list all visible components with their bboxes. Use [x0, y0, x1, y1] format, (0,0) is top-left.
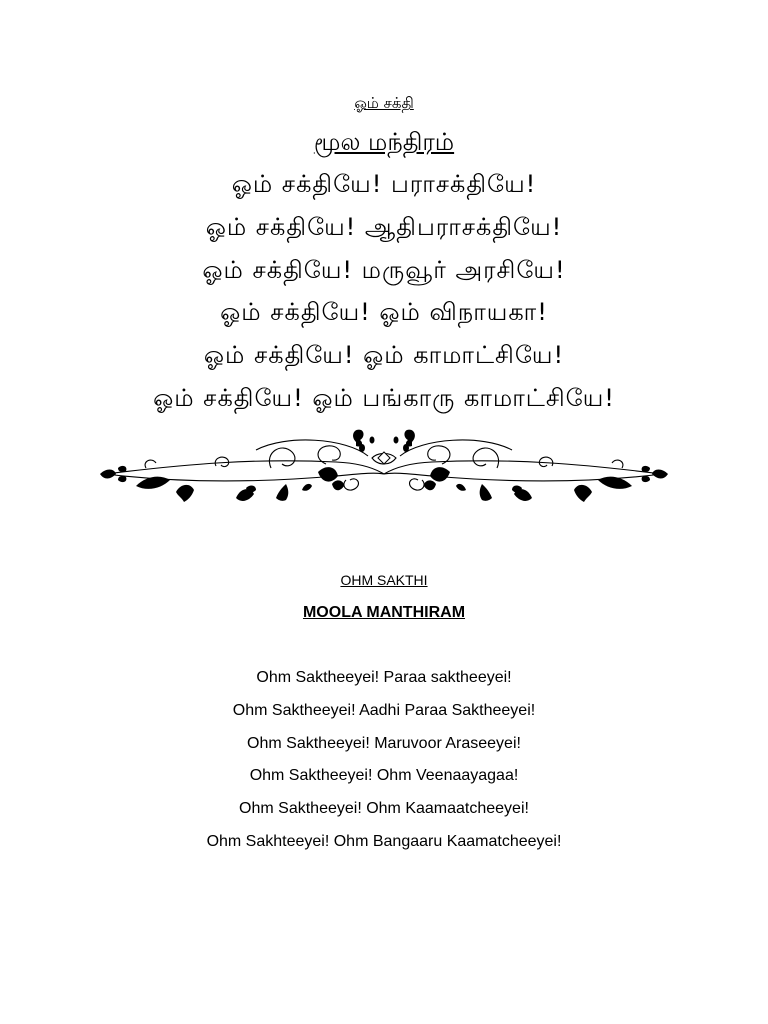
english-small-heading: OHM SAKTHI — [340, 572, 428, 588]
tamil-line: ஓம் சக்தியே! ஓம் காமாட்சியே! — [203, 341, 565, 369]
tamil-line: ஓம் சக்தியே! ஓம் விநாயகா! — [220, 298, 548, 326]
english-line: Ohm Saktheeyei! Ohm Veenaayagaa! — [249, 767, 519, 784]
tamil-line: ஓம் சக்தியே! ஓம் பங்காரு காமாட்சியே! — [153, 384, 615, 412]
tamil-line: ஓம் சக்தியே! பராசக்தியே! — [231, 170, 537, 198]
english-line: Ohm Saktheeyei! Maruvoor Araseeyei! — [247, 735, 521, 752]
tamil-small-heading: ஓம் சக்தி — [354, 94, 414, 112]
english-line: Ohm Saktheeyei! Aadhi Paraa Saktheeyei! — [232, 702, 536, 719]
english-title: MOOLA MANTHIRAM — [302, 604, 466, 621]
floral-ornament-divider — [96, 428, 672, 510]
english-line: Ohm Saktheeyei! Ohm Kaamaatcheeyei! — [239, 800, 529, 817]
english-line: Ohm Sakhteeyei! Ohm Bangaaru Kaamatcheeyei! — [206, 833, 562, 850]
tamil-line: ஓம் சக்தியே! மருவூர் அரசியே! — [202, 256, 566, 284]
english-line: Ohm Saktheeyei! Paraa saktheeyei! — [256, 669, 512, 686]
tamil-line: ஓம் சக்தியே! ஆதிபராசக்தியே! — [205, 213, 563, 241]
tamil-title: மூல மந்திரம் — [313, 128, 455, 156]
